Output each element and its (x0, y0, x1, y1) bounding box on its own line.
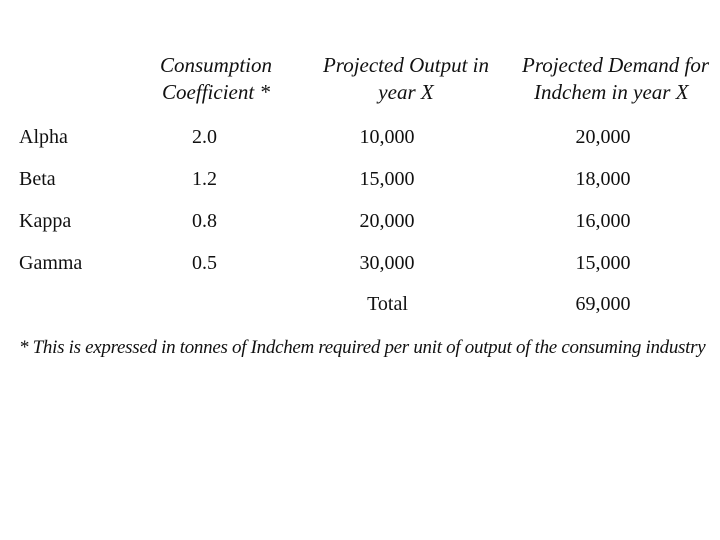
row-name: Alpha (19, 126, 68, 148)
row-output: 20,000 (359, 210, 415, 232)
table-row (0, 210, 720, 238)
row-coefficient: 0.5 (192, 252, 217, 274)
total-row (0, 293, 720, 321)
row-name: Beta (19, 168, 56, 190)
total-value: 69,000 (575, 293, 631, 315)
footnote: * This is expressed in tonnes of Indchem required per unit of output of the consuming industry (19, 337, 706, 358)
row-demand: 18,000 (575, 168, 631, 190)
row-output: 15,000 (359, 168, 415, 190)
table-row (0, 126, 720, 154)
row-coefficient: 2.0 (192, 126, 217, 148)
header-projected-demand (512, 52, 720, 106)
header-line: year X (378, 80, 434, 104)
total-label: Total (367, 293, 408, 315)
header-line: Coefficient * (162, 80, 270, 104)
header-line: Projected Demand for (522, 53, 710, 77)
header-line: Projected Output in (322, 53, 490, 77)
row-demand: 16,000 (575, 210, 631, 232)
header-projected-output (306, 52, 506, 106)
header-line: Consumption (159, 53, 272, 77)
row-output: 30,000 (359, 252, 415, 274)
row-demand: 15,000 (575, 252, 631, 274)
table-row (0, 168, 720, 196)
row-demand: 20,000 (575, 126, 631, 148)
row-coefficient: 1.2 (192, 168, 217, 190)
row-coefficient: 0.8 (192, 210, 217, 232)
row-name: Gamma (19, 252, 83, 274)
header-line: Indchem in year X (534, 80, 689, 104)
table-row (0, 252, 720, 280)
row-output: 10,000 (359, 126, 415, 148)
header-consumption-coefficient (136, 52, 296, 106)
row-name: Kappa (19, 210, 72, 232)
